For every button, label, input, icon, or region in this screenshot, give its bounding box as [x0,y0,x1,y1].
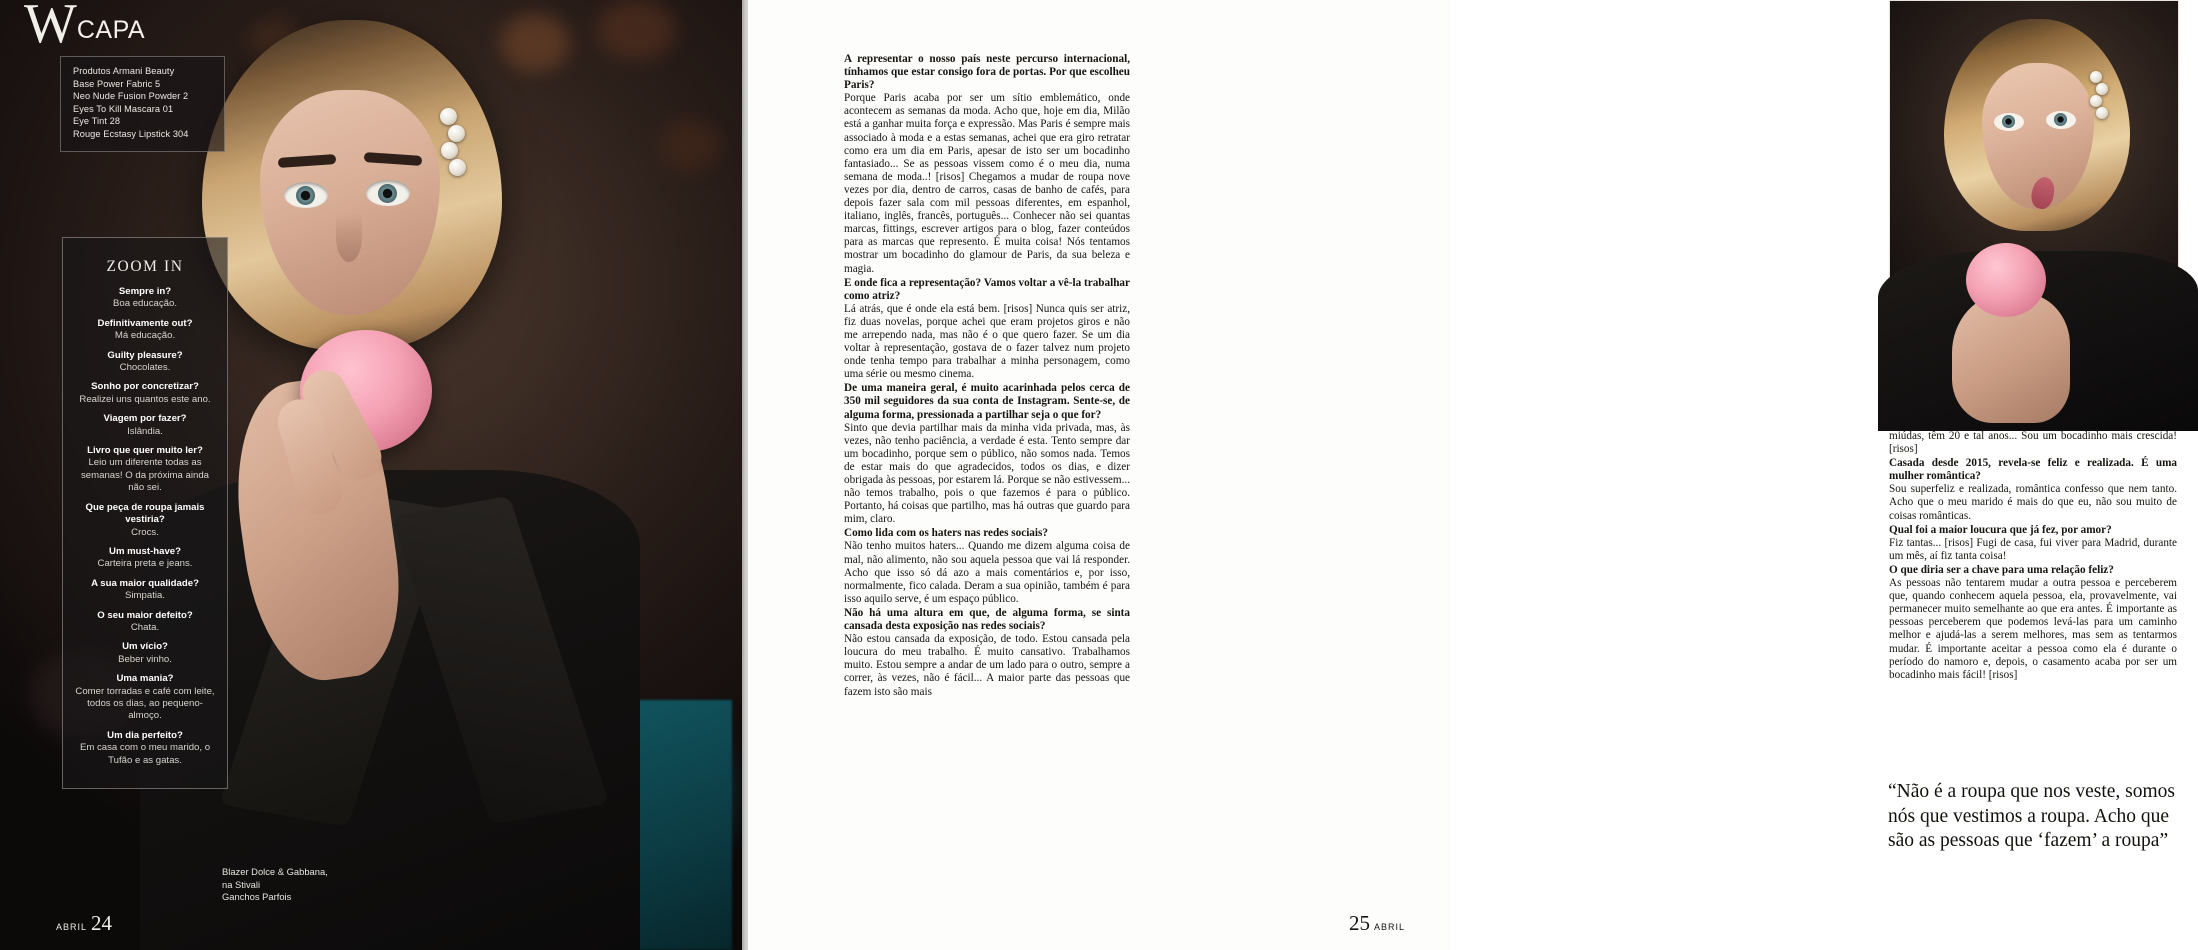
pearl-hairclip [440,108,466,180]
zoom-in-answer: Comer torradas e café com leite, todos os dias, ao pequeno-almoço. [75,685,215,722]
interview-answer: As pessoas não tentarem mudar a outra pessoa e perceberem que, quando conhecem aquela pessoa, ela, provavelmente, vai permanecer muito semelhante ao que era antes. É importante as pessoas perceberem que podemos levá-las para um caminho melhor e ajudá-las a serem melhores, mas sem as tentarmos mudar. É importante aceitar a pessoa como ela é durante o período do namoro e, depois, o casamento acaba por ser um bocadinho mais fácil! [risos] [1889,577,2177,681]
zoom-in-item [73,445,217,495]
zoom-in-answer: Em casa com o meu marido, o Tufão e as gatas. [79,742,211,766]
pink-macaron-secondary [1966,243,2046,317]
zoom-in-answer: Beber vinho. [118,653,172,665]
page-number: 25 [1348,911,1370,935]
zoom-in-item [73,546,217,571]
zoom-in-question: Que peça de roupa jamais vestiria? [85,501,205,526]
folio-right [1349,911,1405,936]
zoom-in-answer: Crocs. [131,526,159,538]
interview-question: Como lida com os haters nas redes sociais? [844,527,1048,540]
zoom-in-item [73,413,217,438]
zoom-in-question: Sonho por concretizar? [91,381,199,393]
pull-quote: “Não é a roupa que nos veste, somos nós que vestimos a roupa. Acho que são as pessoas que ‘fazem’ a roupa” [1888,781,2176,851]
pearl-bead [2090,95,2102,107]
zoom-in-answer: Chocolates. [119,362,171,374]
folio-left [56,911,112,936]
section-label: CAPA [76,16,146,44]
zoom-in-answer: Leio um diferente todas as semanas! O da próxima ainda não sei. [81,457,209,494]
secondary-photo [1889,0,2179,420]
right-page [748,0,2177,950]
credit-line: Neo Nude Fusion Powder 2 [73,91,189,102]
zoom-in-box [62,237,228,789]
interview-question: A representar o nosso país neste percurso internacional, tínhamos que estar consigo fora de portas. Por que escolheu Paris? [844,53,1130,92]
zoom-in-item [73,610,217,635]
credit-line: Produtos Armani Beauty [73,66,175,76]
zoom-in-question: Um vício? [122,641,168,653]
zoom-in-question: Livro que quer muito ler? [87,445,203,457]
interview-question: O que diria ser a chave para uma relação feliz? [1889,563,2114,576]
zoom-in-question: Uma mania? [116,673,174,685]
left-page [0,0,742,950]
zoom-in-answer: Chata. [130,621,160,633]
interview-answer: Sinto que devia partilhar mais da minha vida privada, mas, às vezes, não tenho paciência, a verdade é esta. Tento sempre dar um bocadinho, porque sem o público, não somos nada. Temos de estar mais do que agradecidos, todos os dias, e dizer obrigada às pessoas, por estarem lá. Porque se não estivessem... não temos trabalho, pois o que fazemos é para o público. Portanto, há coisas que partilho, mas há outras que guardo para mim, claro. [844,421,1130,526]
interview-answer: miúdas, têm 20 e tal anos... Sou um bocadinho mais crescida! [risos] [1889,430,2177,456]
zoom-in-question: Um dia perfeito? [107,729,183,741]
zoom-in-item [73,502,217,539]
interview-question: Não há uma altura em que, de alguma forma, se sinta cansada desta exposição nas redes sociais? [844,606,1130,633]
interview-question: Casada desde 2015, revela-se feliz e realizada. É uma mulher romântica? [1889,457,2177,483]
photo-credit [222,866,382,904]
photo-credit-line: Blazer Dolce & Gabbana, [222,866,328,877]
zoom-in-item [73,673,217,723]
pearl-bead [2096,83,2108,95]
pearl-bead [441,142,458,159]
interview-answer: Porque Paris acaba por ser um sítio emblemático, onde acontecem as semanas da moda. Acho que, hoje em dia, Milão está a ganhar muita força e expressão. Mas Paris é sempre mais associado à moda e a estas semanas, achei que era giro retratar como era um dia em Paris, apesar de isto ser um bocadinho fantasiado... Se as pessoas vissem como é o meu dia, numa semana de moda..! [risos] Chegamos a mudar de roupa nove vezes por dia, dentro de carros, casas de banho de cafés, para depois fazer sala com mil pessoas diferentes, em espanhol, italiano, inglês, francês, português... Conhecer não sei quantas marcas, fittings, escrever artigos para o blog, fazer conteúdos para as marcas que represento. É muita coisa! Nós tentamos mostrar um bocadinho do glamour de Paris, da sua beleza e magia. [844,92,1130,275]
interview-question: E onde fica a representação? Vamos voltar a vê-la trabalhar como atriz? [844,276,1130,302]
model-iris-left-secondary [2002,115,2015,128]
page-number: 24 [91,911,113,935]
masthead [24,0,146,55]
interview-answer: Lá atrás, que é onde ela está bem. [risos] Nunca quis ser atriz, fiz duas novelas, porque achei que eram projetos giros e não me arrependo nada, mas não é o que quero fazer. Se um dia voltar à representação, gostava de o fazer talvez num projeto onde tenha tempo para trabalhar a minha personagem, como uma série ou mesmo cinema. [844,302,1130,381]
zoom-in-answer: Boa educação. [112,298,177,310]
credit-line: Eye Tint 28 [73,116,121,127]
pearl-bead [449,159,466,176]
zoom-in-item [73,381,217,406]
pearl-bead [448,125,465,142]
pearl-bead [2090,71,2102,83]
interview-question: De uma maneira geral, é muito acarinhada pelos cerca de 350 mil seguidores da sua conta de Instagram. Sente-se, de alguma forma, pressionada a partilhar seja o que for? [844,382,1130,421]
interview-question: Qual foi a maior loucura que já fez, por amor? [1889,523,2112,536]
pearl-bead [440,108,457,125]
zoom-in-item [73,641,217,666]
zoom-in-item [73,578,217,603]
zoom-in-answer: Islândia. [127,425,163,437]
credit-line: Base Power Fabric 5 [73,78,161,89]
zoom-in-question: Viagem por fazer? [103,413,187,425]
model-nose-shadow [336,212,362,262]
bokeh-light [660,120,720,170]
model-iris-right [378,184,397,203]
zoom-in-item [73,318,217,343]
zoom-in-item [73,286,217,311]
interview-answer: Fiz tantas... [risos] Fugi de casa, fui viver para Madrid, durante um mês, aí fiz tanta coisa! [1889,536,2177,562]
zoom-in-question: Um must-have? [109,545,181,557]
article-column-two [1889,430,2177,682]
credit-line: Rouge Ecstasy Lipstick 304 [73,128,189,139]
zoom-in-question: Definitivamente out? [97,317,193,329]
pearl-hairclip-secondary [2090,71,2108,123]
zoom-in-title: ZOOM IN [106,258,184,275]
model-iris-right-secondary [2054,113,2067,126]
zoom-in-answer: Realizei uns quantos este ano. [79,393,211,405]
zoom-in-question: O seu maior defeito? [97,609,193,621]
zoom-in-question: Guilty pleasure? [107,349,183,361]
magazine-logo: W [24,0,75,55]
product-credits-box [60,56,225,152]
interview-answer: Sou superfeliz e realizada, romântica confesso que nem tanto. Acho que o meu marido é mais do que eu, não sou muito de coisas românticas. [1889,483,2177,522]
zoom-in-item [73,350,217,375]
zoom-in-item [73,730,217,767]
model-iris-left [296,186,315,205]
pearl-bead [2096,107,2108,119]
photo-credit-line: na Stivali [222,878,261,890]
interview-answer: Não estou cansada da exposição, de todo. Estou cansada pela loucura do meu trabalho. É muito cansativo. Trabalhamos muito. Estou sempre a andar de um lado para o outro, sempre a correr, às vezes, não é fácil... A maior parte das pessoas que fazem isto são mais [844,633,1130,698]
article-column-one [844,52,1130,699]
zoom-in-answer: Carteira preta e jeans. [97,558,193,570]
folio-month-label: ABRIL [1373,922,1405,932]
zoom-in-answer: Má educação. [114,330,176,342]
photo-credit-line: Ganchos Parfois [222,891,292,903]
zoom-in-question: A sua maior qualidade? [91,577,199,589]
credit-line: Eyes To Kill Mascara 01 [73,103,174,114]
zoom-in-question: Sempre in? [118,286,172,297]
folio-month-label: ABRIL [56,922,88,932]
zoom-in-answer: Simpatia. [125,590,165,602]
interview-answer: Não tenho muitos haters... Quando me dizem alguma coisa de mal, não alimento, não sou aquela pessoa que vai lá responder. Acho que isso só dá azo a mais comentários e, por isso, normalmente, fico calada. Deram a sua opinião, também é para isso aquilo serve, é um espaço público. [844,540,1130,605]
